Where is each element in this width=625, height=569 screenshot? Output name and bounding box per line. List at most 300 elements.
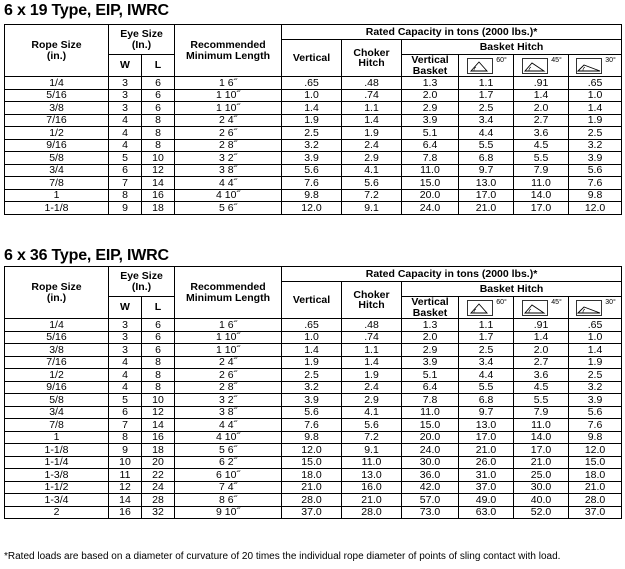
table-cell: 9 10˝ [175,506,282,519]
table-cell: 1 6˝ [175,77,282,90]
table-cell: 6 [142,344,175,357]
table-cell: 22 [142,469,175,482]
table-cell: 14 [109,494,142,507]
table-cell: 2 6˝ [175,127,282,140]
table-cell: 2.5 [569,127,622,140]
table-cell: 2.9 [402,344,459,357]
header-angle-45 [514,55,569,77]
table-cell: 24.0 [402,202,459,215]
table-cell: 37.0 [282,506,342,519]
table-cell: 5/16 [5,89,109,102]
table-cell: 12 [109,481,142,494]
table-cell: .65 [569,77,622,90]
header-vertical-basket: Vertical Basket [402,297,459,319]
header-angle-45 [514,297,569,319]
table-cell: 6 [109,164,142,177]
table-cell: 2.9 [342,394,402,407]
table-cell: 10 [142,394,175,407]
table-cell: 2.5 [459,344,514,357]
table-cell: 16 [142,431,175,444]
table-cell: 9.8 [282,189,342,202]
table-cell: 1.1 [342,344,402,357]
table-cell: 9 [109,202,142,215]
table-cell: 2 4˝ [175,356,282,369]
table-row [5,481,622,494]
table-cell: 1 [5,189,109,202]
table-cell: 1.9 [569,356,622,369]
table-cell: 5 [109,394,142,407]
table-cell: 15.0 [569,456,622,469]
table-cell: 13.0 [342,469,402,482]
table-cell: 13.0 [459,177,514,190]
table-row [5,444,622,457]
table-cell: 1-3/8 [5,469,109,482]
sling-30-angle-icon [574,57,604,75]
table-cell: 7 [109,419,142,432]
table-cell: 1.4 [282,102,342,115]
table-cell: 9/16 [5,139,109,152]
table-cell: 4.5 [514,381,569,394]
table-cell: 11.0 [402,406,459,419]
table-cell: 3.2 [282,139,342,152]
table-cell: 18.0 [282,469,342,482]
table-cell: 16 [142,189,175,202]
table-cell: 7.9 [514,406,569,419]
table-row [5,419,622,432]
table-cell: 17.0 [459,431,514,444]
table-row [5,189,622,202]
table-cell: 31.0 [459,469,514,482]
header-rope-size: Rope Size (in.) [5,25,109,77]
table-cell: 6 [142,102,175,115]
table-row [5,381,622,394]
table-cell: 49.0 [459,494,514,507]
table-cell: 73.0 [402,506,459,519]
table-cell: 11 [109,469,142,482]
table-cell: 3/4 [5,406,109,419]
table-cell: 8 [109,189,142,202]
table-cell: 18 [142,202,175,215]
table-cell: 6.4 [402,381,459,394]
table-cell: 1.4 [514,89,569,102]
table-cell: 5.6 [342,419,402,432]
table-cell: 2.9 [342,152,402,165]
table-cell: 7.2 [342,431,402,444]
table-cell: 32 [142,506,175,519]
table-cell: 2.5 [282,369,342,382]
table-cell: 1-1/2 [5,481,109,494]
header-vertical: Vertical [282,40,342,77]
table-cell: 8 [142,381,175,394]
table-cell: 4.5 [514,139,569,152]
capacity-table-6x19 [4,24,622,215]
table-cell: 3.2 [282,381,342,394]
header-recommended-min-length: Recommended Minimum Length [175,25,282,77]
table-cell: 5.5 [459,139,514,152]
table-cell: 1.3 [402,319,459,332]
table-cell: 9.7 [459,406,514,419]
table-cell: 2.4 [342,381,402,394]
table-cell: 3.9 [569,394,622,407]
table-cell: 3/4 [5,164,109,177]
table-cell: 7 [109,177,142,190]
table-cell: 15.0 [402,419,459,432]
table-cell: 1.0 [282,89,342,102]
table-cell: 1.4 [514,331,569,344]
header-rated-capacity: Rated Capacity in tons (2000 lbs.)* [282,25,622,40]
table-cell: 2.7 [514,356,569,369]
table-cell: 1.0 [282,331,342,344]
table-cell: 3 2˝ [175,152,282,165]
table-cell: 1.4 [342,356,402,369]
table-cell: 3.2 [569,139,622,152]
table-cell: 37.0 [569,506,622,519]
table-cell: 1 [5,431,109,444]
table-cell: 7.2 [342,189,402,202]
table-cell: 5.5 [514,152,569,165]
table-cell: 21.0 [342,494,402,507]
table-cell: 7/8 [5,177,109,190]
table-cell: 2.9 [402,102,459,115]
table-cell: 1.0 [569,331,622,344]
header-eye-l: L [142,55,175,77]
table-row [5,152,622,165]
table-cell: 1.0 [569,89,622,102]
table-cell: 5.1 [402,369,459,382]
angle-45-label: 45° [551,299,562,306]
table-cell: 16.0 [342,481,402,494]
table-cell: 1-3/4 [5,494,109,507]
table-cell: 3.4 [459,114,514,127]
table-cell: 14 [142,177,175,190]
table-cell: 3 8˝ [175,406,282,419]
table-cell: 4 10˝ [175,431,282,444]
table-cell: .48 [342,77,402,90]
angle-60-label: 60° [496,57,507,64]
table-cell: 3 [109,331,142,344]
table-cell: 21.0 [459,202,514,215]
table-cell: 21.0 [569,481,622,494]
table-cell: 7.8 [402,394,459,407]
sling-60-angle-icon [465,299,495,317]
table-cell: .65 [282,77,342,90]
table-cell: 6 10˝ [175,469,282,482]
table-row [5,319,622,332]
table-row [5,331,622,344]
table-cell: 63.0 [459,506,514,519]
table-cell: 9 [109,444,142,457]
table-row [5,127,622,140]
table-cell: 17.0 [459,189,514,202]
table-cell: 4.4 [459,369,514,382]
table-cell: 1.9 [342,127,402,140]
table-cell: 11.0 [342,456,402,469]
table-cell: 1 10˝ [175,89,282,102]
table-cell: 2 6˝ [175,369,282,382]
table-cell: 1.9 [342,369,402,382]
table-cell: 15.0 [402,177,459,190]
table-cell: 8 [142,114,175,127]
table-cell: 8 [142,356,175,369]
table-cell: 1.7 [459,331,514,344]
table-cell: 12 [142,164,175,177]
table-cell: 1-1/8 [5,444,109,457]
table-cell: 5.6 [569,406,622,419]
table2-title: 6 x 36 Type, EIP, IWRC [4,247,169,264]
table-cell: 3 [109,89,142,102]
table-cell: 4 [109,114,142,127]
table-row [5,406,622,419]
table-cell: 3.6 [514,127,569,140]
table-cell: 5.5 [514,394,569,407]
table-cell: 6 [142,89,175,102]
table-cell: 1/4 [5,319,109,332]
table-cell: 8 [142,127,175,140]
table-cell: 5 6˝ [175,202,282,215]
angle-30-label: 30° [605,57,616,64]
table-cell: 28.0 [569,494,622,507]
table-cell: 3 [109,319,142,332]
table-cell: 1/2 [5,369,109,382]
table-cell: 6 2˝ [175,456,282,469]
table-cell: 20.0 [402,431,459,444]
table-cell: 4.1 [342,406,402,419]
table-cell: 1.3 [402,77,459,90]
table-cell: 1/2 [5,127,109,140]
table-cell: 12.0 [282,444,342,457]
header-angle-30 [569,297,622,319]
table-cell: 5.5 [459,381,514,394]
table-cell: 7/16 [5,114,109,127]
table-cell: 52.0 [514,506,569,519]
table-cell: 1.4 [282,344,342,357]
table-cell: 3.9 [282,394,342,407]
table-cell: 36.0 [402,469,459,482]
table-cell: 30.0 [402,456,459,469]
table-row [5,77,622,90]
table-cell: 14.0 [514,189,569,202]
table-row [5,494,622,507]
table-cell: 7 4˝ [175,481,282,494]
table-cell: 6 [142,331,175,344]
table1-title: 6 x 19 Type, EIP, IWRC [4,2,169,19]
table-cell: 2.5 [282,127,342,140]
table-cell: 4.4 [459,127,514,140]
table-cell: 11.0 [514,419,569,432]
table-cell: 17.0 [514,202,569,215]
table-cell: 8 [142,369,175,382]
table-cell: 1 10˝ [175,344,282,357]
table-cell: .74 [342,89,402,102]
table-cell: 1.9 [282,114,342,127]
table-cell: 8 [142,139,175,152]
table-row [5,456,622,469]
table-cell: 8 [109,431,142,444]
table-cell: 12.0 [569,202,622,215]
table-cell: 4 [109,356,142,369]
table-cell: .48 [342,319,402,332]
table-cell: 1.1 [459,77,514,90]
header-eye-w: W [109,55,142,77]
table-cell: 24.0 [402,444,459,457]
table-cell: 57.0 [402,494,459,507]
table-cell: 3 8˝ [175,164,282,177]
table-cell: 3.6 [514,369,569,382]
table-cell: 5/8 [5,152,109,165]
table-cell: 1 6˝ [175,319,282,332]
table-cell: .91 [514,319,569,332]
table-cell: 11.0 [514,177,569,190]
table-cell: 4 10˝ [175,189,282,202]
table-cell: 20 [142,456,175,469]
table-cell: 3.2 [569,381,622,394]
table-cell: 5/8 [5,394,109,407]
table-cell: 4 [109,127,142,140]
table-cell: 3.9 [282,152,342,165]
table-cell: .74 [342,331,402,344]
table-cell: 10 [142,152,175,165]
header-angle-60 [459,55,514,77]
table-cell: 6 [142,77,175,90]
table-cell: 1.4 [569,102,622,115]
table-cell: 1/4 [5,77,109,90]
table-cell: 3 [109,102,142,115]
table-cell: 4 4˝ [175,419,282,432]
table-cell: 2.0 [514,344,569,357]
table-row [5,431,622,444]
table-cell: 1.9 [569,114,622,127]
table-cell: 18.0 [569,469,622,482]
table-cell: 2.5 [569,369,622,382]
table-cell: 1-1/8 [5,202,109,215]
table-cell: 4 [109,381,142,394]
table-row [5,506,622,519]
table-cell: 2.0 [514,102,569,115]
sling-45-angle-icon [520,57,550,75]
table-cell: 7.6 [282,177,342,190]
table-cell: 3.9 [569,152,622,165]
table-cell: 1.4 [342,114,402,127]
angle-60-label: 60° [496,299,507,306]
table-cell: 20.0 [402,189,459,202]
header-angle-60 [459,297,514,319]
table-row [5,344,622,357]
table-cell: .65 [569,319,622,332]
table-cell: 5 6˝ [175,444,282,457]
table-cell: 8 6˝ [175,494,282,507]
table-cell: 14.0 [514,431,569,444]
header-eye-size: Eye Size (In.) [109,267,175,297]
table-cell: 6 [142,319,175,332]
header-choker-hitch: Choker Hitch [342,40,402,77]
table-cell: 1.1 [342,102,402,115]
table-cell: 4 4˝ [175,177,282,190]
table-cell: 21.0 [282,481,342,494]
table-cell: 9.1 [342,202,402,215]
table-cell: 2 8˝ [175,381,282,394]
header-eye-l: L [142,297,175,319]
table-cell: 6.8 [459,152,514,165]
table-cell: 3/8 [5,344,109,357]
table-row [5,114,622,127]
table-row [5,177,622,190]
table-cell: 1 10˝ [175,331,282,344]
header-basket-hitch: Basket Hitch [402,282,622,297]
sling-30-angle-icon [574,299,604,317]
table-row [5,89,622,102]
table-cell: 3 [109,77,142,90]
table-cell: 10 [109,456,142,469]
table-cell: 28 [142,494,175,507]
table-cell: 5.6 [282,406,342,419]
header-eye-size: Eye Size (In.) [109,25,175,55]
table-cell: 1.7 [459,89,514,102]
table-cell: 9.7 [459,164,514,177]
table-cell: 2 [5,506,109,519]
table-cell: 7/8 [5,419,109,432]
table-cell: 2.0 [402,89,459,102]
table-cell: 5.1 [402,127,459,140]
table-cell: 24 [142,481,175,494]
table-row [5,202,622,215]
table-cell: 12 [142,406,175,419]
table-cell: 6.4 [402,139,459,152]
table-cell: 12.0 [282,202,342,215]
header-recommended-min-length: Recommended Minimum Length [175,267,282,319]
header-eye-w: W [109,297,142,319]
table-cell: 26.0 [459,456,514,469]
table-cell: 3 [109,344,142,357]
table-cell: 2.7 [514,114,569,127]
header-choker-hitch: Choker Hitch [342,282,402,319]
table-cell: 4.1 [342,164,402,177]
table-row [5,356,622,369]
table-row [5,469,622,482]
table-cell: 40.0 [514,494,569,507]
header-rated-capacity: Rated Capacity in tons (2000 lbs.)* [282,267,622,282]
header-vertical-basket: Vertical Basket [402,55,459,77]
table-cell: 4 [109,369,142,382]
table-row [5,369,622,382]
table-cell: 16 [109,506,142,519]
header-angle-30 [569,55,622,77]
capacity-table-6x36 [4,266,622,519]
table-cell: 37.0 [459,481,514,494]
table-cell: 42.0 [402,481,459,494]
table-cell: 2 4˝ [175,114,282,127]
header-vertical: Vertical [282,282,342,319]
table-cell: 1.4 [569,344,622,357]
table-cell: 2 8˝ [175,139,282,152]
table-cell: 3 2˝ [175,394,282,407]
table-cell: 6.8 [459,394,514,407]
table-cell: 17.0 [514,444,569,457]
header-rope-size: Rope Size (in.) [5,267,109,319]
table-cell: 4 [109,139,142,152]
table-cell: 2.5 [459,102,514,115]
table-cell: 5 [109,152,142,165]
table-row [5,164,622,177]
table-cell: 3.9 [402,114,459,127]
table-row [5,139,622,152]
table-cell: 6 [109,406,142,419]
table-cell: 15.0 [282,456,342,469]
table-row [5,394,622,407]
table-cell: 7.9 [514,164,569,177]
table-cell: 28.0 [342,506,402,519]
table-cell: 14 [142,419,175,432]
table-cell: 1-1/4 [5,456,109,469]
